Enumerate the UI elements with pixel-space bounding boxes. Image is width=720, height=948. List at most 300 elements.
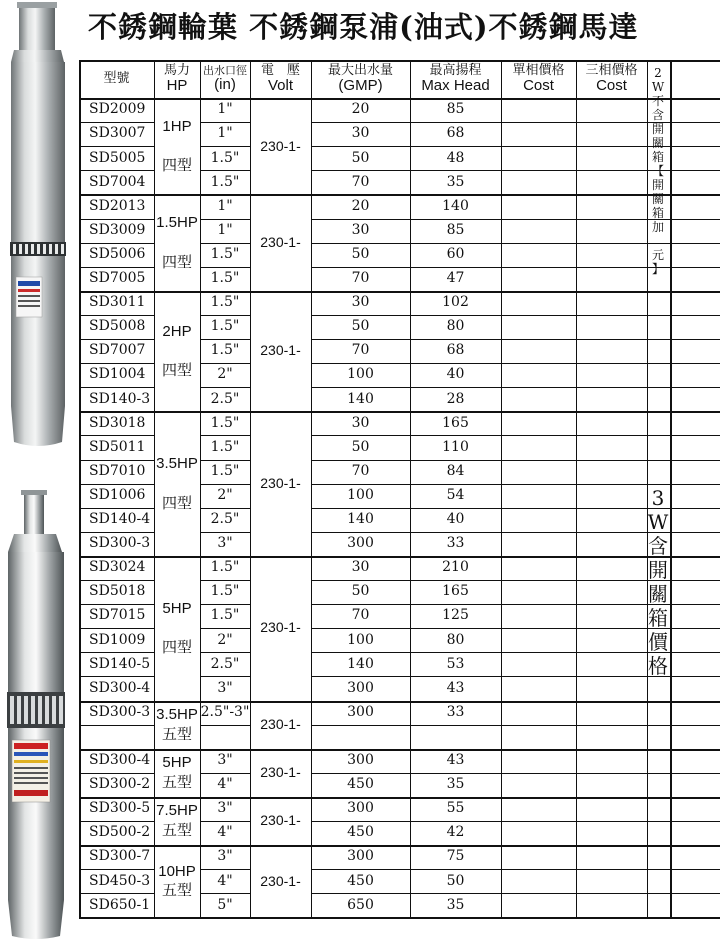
outlet-cell: 1" [217, 221, 233, 238]
head-cell: 33 [446, 703, 465, 720]
row-rule [200, 243, 250, 244]
page-title: 不銹鋼輪葉 不銹鋼泵浦(油式)不銹鋼馬達 [88, 10, 639, 44]
side-note-char: W [647, 510, 669, 534]
row-rule [311, 484, 720, 485]
outlet-cell: 2.5"-3" [200, 703, 250, 720]
volt-cell: 230-1- [260, 872, 301, 889]
flow-cell: 300 [347, 703, 374, 720]
single-phase-cost-cell [501, 387, 576, 411]
pump-type: 五型 [161, 772, 192, 791]
row-rule [200, 170, 250, 171]
hp-value: 3.5HP [156, 455, 198, 473]
table-top-rule [79, 60, 720, 62]
single-phase-cost-cell [501, 243, 576, 267]
three-phase-cost-cell [576, 556, 647, 580]
header-three [576, 60, 647, 98]
row-rule [311, 387, 720, 388]
three-phase-cost-cell [576, 315, 647, 339]
row-rule [79, 484, 154, 485]
table-bottom-rule [79, 917, 720, 919]
model-cell: SD3024 [89, 559, 146, 576]
side-note-char: W [651, 80, 665, 94]
side-note-char [652, 234, 664, 248]
outlet-cell: 3" [217, 752, 233, 769]
row-rule [200, 435, 250, 436]
side-note-char: 箱 [648, 606, 668, 630]
head-cell: 60 [446, 245, 465, 262]
row-rule [200, 363, 250, 364]
header-three-line: Cost [596, 76, 627, 94]
head-cell: 42 [446, 824, 465, 841]
flow-cell: 30 [351, 221, 370, 238]
flow-cell: 450 [347, 872, 374, 889]
column-rule [576, 60, 577, 919]
single-phase-cost-cell [501, 508, 576, 532]
group-rule [79, 749, 720, 751]
pump-type: 四型 [161, 156, 192, 175]
header-three-line: 三相價格 [585, 62, 638, 78]
row-rule [79, 532, 154, 533]
row-rule [79, 580, 154, 581]
three-phase-cost-cell [576, 725, 647, 749]
single-phase-cost-cell [501, 146, 576, 170]
side-note-char: 不 [651, 94, 664, 108]
row-rule [200, 508, 250, 509]
model-cell: SD300-4 [89, 752, 151, 769]
side-note-char: 箱 [651, 206, 664, 220]
hp-group-cell [154, 797, 200, 845]
hp-group-cell [154, 411, 200, 556]
head-cell: 47 [446, 270, 465, 287]
header-head-line: 最高揚程 [429, 62, 482, 78]
side-note-char: 】 [651, 262, 664, 276]
model-cell: SD1004 [89, 366, 146, 383]
three-phase-cost-cell [576, 484, 647, 508]
head-cell: 125 [442, 607, 469, 624]
row-rule [79, 435, 154, 436]
group-rule [79, 556, 720, 558]
model-cell: SD300-5 [89, 800, 151, 817]
row-rule [200, 725, 250, 726]
three-phase-cost-cell [576, 219, 647, 243]
column-rule [501, 60, 502, 919]
row-rule [200, 773, 250, 774]
model-cell [79, 725, 164, 749]
model-cell: SD140-4 [89, 511, 151, 528]
header-outlet-line: 出水口徑 [203, 63, 247, 77]
stainless-pump-with-motor-photo [2, 490, 72, 942]
row-rule [79, 339, 154, 340]
volt-cell: 230-1- [260, 812, 301, 829]
flow-cell: 650 [347, 896, 374, 913]
three-phase-cost-cell [576, 435, 647, 459]
head-cell [410, 725, 501, 749]
single-phase-cost-cell [501, 652, 576, 676]
flow-cell: 50 [351, 245, 370, 262]
flow-cell: 50 [351, 583, 370, 600]
group-rule [79, 194, 720, 196]
flow-cell: 140 [347, 655, 374, 672]
model-cell: SD650-1 [89, 896, 151, 913]
model-cell: SD2013 [89, 197, 146, 214]
hp-group-cell [154, 291, 200, 412]
row-rule [79, 628, 154, 629]
hp-value: 7.5HP [156, 802, 198, 820]
row-rule [311, 773, 720, 774]
single-phase-cost-cell [501, 435, 576, 459]
flow-cell: 100 [347, 366, 374, 383]
outlet-cell: 1.5" [210, 149, 240, 166]
single-phase-cost-cell [501, 797, 576, 821]
flow-cell: 140 [347, 511, 374, 528]
row-rule [200, 604, 250, 605]
volt-cell: 230-1- [260, 764, 301, 781]
head-cell: 43 [446, 752, 465, 769]
header-model [79, 60, 154, 98]
model-cell: SD3009 [89, 221, 146, 238]
flow-cell: 300 [347, 752, 374, 769]
flow-cell: 70 [351, 270, 370, 287]
model-cell: SD1009 [89, 631, 146, 648]
row-rule [79, 122, 154, 123]
group-rule [79, 291, 720, 293]
single-phase-cost-cell [501, 701, 576, 725]
three-phase-cost-cell [576, 194, 647, 218]
head-cell: 43 [446, 679, 465, 696]
row-rule [311, 435, 720, 436]
model-cell: SD2009 [89, 101, 146, 118]
hp-value: 10HP [158, 862, 196, 880]
outlet-cell: 1.5" [210, 414, 240, 431]
row-rule [311, 315, 720, 316]
flow-cell: 450 [347, 776, 374, 793]
flow-cell: 70 [351, 342, 370, 359]
model-cell: SD300-3 [89, 703, 151, 720]
row-rule [79, 315, 154, 316]
three-phase-cost-cell [576, 508, 647, 532]
hp-group-cell [154, 98, 200, 194]
model-cell: SD500-2 [89, 824, 151, 841]
single-phase-cost-cell [501, 773, 576, 797]
model-cell: SD7004 [89, 173, 146, 190]
pump-type: 五型 [161, 820, 192, 839]
single-phase-cost-cell [501, 893, 576, 917]
head-cell: 80 [446, 631, 465, 648]
row-rule [200, 122, 250, 123]
model-cell: SD450-3 [89, 872, 151, 889]
model-cell: SD5006 [89, 245, 146, 262]
head-cell: 68 [446, 125, 465, 142]
column-rule [79, 60, 81, 919]
three-phase-cost-cell [576, 797, 647, 821]
model-cell: SD3018 [89, 414, 146, 431]
side-note-char: 關 [648, 582, 668, 606]
row-rule [311, 339, 720, 340]
row-rule [200, 869, 250, 870]
group-rule [79, 411, 720, 413]
pump-type: 四型 [161, 361, 192, 380]
flow-cell: 30 [351, 414, 370, 431]
outlet-cell: 1" [217, 197, 233, 214]
row-rule [200, 676, 250, 677]
hp-group-cell [154, 194, 200, 290]
row-rule [79, 893, 154, 894]
head-cell: 68 [446, 342, 465, 359]
outlet-cell: 2" [217, 366, 233, 383]
pump-type: 四型 [161, 493, 192, 512]
three-phase-cost-cell [576, 869, 647, 893]
three-phase-cost-cell [576, 845, 647, 869]
model-cell: SD7007 [89, 342, 146, 359]
row-rule [79, 725, 154, 726]
outlet-cell: 1.5" [210, 270, 240, 287]
model-cell: SD140-3 [89, 390, 151, 407]
row-rule [311, 363, 720, 364]
head-cell: 165 [442, 414, 469, 431]
model-cell: SD140-5 [89, 655, 151, 672]
outlet-cell: 4" [217, 872, 233, 889]
outlet-cell: 2" [217, 631, 233, 648]
three-phase-cost-cell [576, 773, 647, 797]
single-phase-cost-cell [501, 194, 576, 218]
outlet-cell: 1.5" [210, 559, 240, 576]
flow-cell: 140 [347, 390, 374, 407]
outlet-cell: 1.5" [210, 462, 240, 479]
head-cell: 35 [446, 896, 465, 913]
volt-cell: 230-1- [260, 715, 301, 732]
row-rule [79, 773, 154, 774]
three-phase-cost-cell [576, 628, 647, 652]
header-hp-line: HP [166, 76, 188, 94]
model-cell: SD5005 [89, 149, 146, 166]
flow-cell: 20 [351, 101, 370, 118]
row-rule [200, 580, 250, 581]
row-rule [79, 219, 154, 220]
three-phase-cost-cell [576, 701, 647, 725]
side-note-char: 格 [648, 654, 668, 678]
volt-cell: 230-1- [260, 474, 301, 491]
group-rule [79, 797, 720, 799]
row-rule [200, 387, 250, 388]
flow-cell: 30 [351, 125, 370, 142]
pump-type: 五型 [161, 724, 192, 743]
header-flow-line: (GMP) [338, 76, 383, 94]
three-phase-cost-cell [576, 821, 647, 845]
side-note-char: 價 [648, 630, 668, 654]
head-cell: 55 [446, 800, 465, 817]
header-volt-line: Volt [267, 76, 294, 94]
hp-group-cell [154, 556, 200, 701]
side-note-char: 開 [651, 122, 664, 136]
three-phase-cost-cell [576, 532, 647, 556]
outlet-cell: 4" [217, 776, 233, 793]
hp-value: 1HP [162, 117, 192, 135]
outlet-cell: 3" [217, 535, 233, 552]
stainless-oil-pump-photo [6, 2, 72, 450]
flow-cell: 50 [351, 438, 370, 455]
three-phase-cost-cell [576, 122, 647, 146]
flow-cell [311, 725, 410, 749]
single-phase-cost-cell [501, 122, 576, 146]
row-rule [200, 315, 250, 316]
three-phase-cost-cell [576, 267, 647, 291]
head-cell: 54 [446, 486, 465, 503]
column-rule [410, 60, 411, 919]
model-cell: SD7010 [89, 462, 146, 479]
row-rule [79, 243, 154, 244]
volt-cell: 230-1- [260, 342, 301, 359]
head-cell: 28 [446, 390, 465, 407]
single-phase-cost-cell [501, 98, 576, 122]
header-outlet [200, 60, 250, 98]
outlet-cell: 3" [217, 848, 233, 865]
row-rule [79, 170, 154, 171]
head-cell: 50 [446, 872, 465, 889]
head-cell: 85 [446, 101, 465, 118]
header-hp-line: 馬力 [163, 62, 190, 78]
header-single-line: Cost [523, 76, 554, 94]
column-rule [154, 60, 155, 919]
row-rule [311, 460, 720, 461]
row-rule [200, 893, 250, 894]
head-cell: 75 [446, 848, 465, 865]
flow-cell: 70 [351, 462, 370, 479]
outlet-cell: 1.5" [210, 318, 240, 335]
flow-cell: 100 [347, 486, 374, 503]
pump-type: 四型 [161, 638, 192, 657]
hp-value: 5HP [162, 754, 192, 772]
hp-group-cell [154, 749, 200, 797]
column-rule [250, 60, 251, 919]
row-rule [200, 267, 250, 268]
side-note-char: 2 [654, 66, 662, 80]
row-rule [79, 387, 154, 388]
header-outlet-line: (in) [214, 75, 236, 93]
single-phase-cost-cell [501, 267, 576, 291]
head-cell: 80 [446, 318, 465, 335]
flow-cell: 300 [347, 535, 374, 552]
three-phase-cost-cell [576, 749, 647, 773]
pump-type: 四型 [161, 252, 192, 271]
row-rule [200, 219, 250, 220]
hp-value: 3.5HP [156, 706, 198, 724]
single-phase-cost-cell [501, 628, 576, 652]
single-phase-cost-cell [501, 821, 576, 845]
side-note-char: 加 [651, 220, 664, 234]
single-phase-cost-cell [501, 749, 576, 773]
header-single [501, 60, 576, 98]
hp-value: 5HP [162, 599, 192, 617]
head-cell: 40 [446, 366, 465, 383]
row-rule [311, 893, 720, 894]
row-rule [79, 652, 154, 653]
single-phase-cost-cell [501, 339, 576, 363]
header-flow-line: 最大出水量 [327, 62, 393, 78]
side-note-char: 關 [651, 136, 664, 150]
model-cell: SD300-3 [89, 535, 151, 552]
three-phase-cost-cell [576, 387, 647, 411]
single-phase-cost-cell [501, 460, 576, 484]
head-cell: 48 [446, 149, 465, 166]
three-phase-cost-cell [576, 460, 647, 484]
model-cell: SD7005 [89, 270, 146, 287]
single-phase-cost-cell [501, 604, 576, 628]
header-head-line: Max Head [421, 76, 490, 94]
row-rule [79, 604, 154, 605]
row-rule [200, 339, 250, 340]
outlet-cell: 2" [217, 486, 233, 503]
row-rule [79, 460, 154, 461]
flow-cell: 50 [351, 149, 370, 166]
flow-cell: 20 [351, 197, 370, 214]
row-rule [200, 460, 250, 461]
row-rule [79, 267, 154, 268]
three-phase-cost-cell [576, 411, 647, 435]
head-cell: 40 [446, 511, 465, 528]
row-rule [200, 146, 250, 147]
header-hp [154, 60, 200, 98]
outlet-cell: 1" [217, 125, 233, 142]
hp-group-cell [154, 701, 200, 749]
group-rule [79, 845, 720, 847]
outlet-cell [200, 725, 250, 749]
side-note-2w [646, 66, 670, 288]
flow-cell: 70 [351, 173, 370, 190]
outlet-cell: 2.5" [210, 390, 240, 407]
header-flow [311, 60, 410, 98]
outlet-cell: 1.5" [210, 583, 240, 600]
outlet-cell: 3" [217, 679, 233, 696]
row-rule [200, 652, 250, 653]
hp-value: 2HP [162, 322, 192, 340]
three-phase-cost-cell [576, 339, 647, 363]
three-phase-cost-cell [576, 893, 647, 917]
three-phase-cost-cell [576, 291, 647, 315]
model-cell: SD3007 [89, 125, 146, 142]
row-rule [200, 484, 250, 485]
header-volt-line: 電 壓 [260, 62, 300, 78]
header-bottom-rule [79, 98, 720, 100]
row-rule [79, 676, 154, 677]
model-cell: SD5011 [89, 438, 146, 455]
model-cell: SD5008 [89, 318, 146, 335]
side-note-char: 開 [648, 558, 668, 582]
single-phase-cost-cell [501, 676, 576, 700]
side-note-char: 箱 [651, 150, 664, 164]
three-phase-cost-cell [576, 604, 647, 628]
outlet-cell: 1" [217, 101, 233, 118]
head-cell: 53 [446, 655, 465, 672]
head-cell: 110 [442, 438, 469, 455]
hp-group-cell [154, 845, 200, 917]
flow-cell: 50 [351, 318, 370, 335]
model-cell: SD300-2 [89, 776, 151, 793]
three-phase-cost-cell [576, 243, 647, 267]
single-phase-cost-cell [501, 725, 576, 749]
head-cell: 140 [442, 197, 469, 214]
header-model-label: 型號 [103, 70, 130, 86]
model-cell: SD5018 [89, 583, 146, 600]
hp-value: 1.5HP [156, 214, 198, 232]
row-rule [311, 869, 720, 870]
outlet-cell: 1.5" [210, 245, 240, 262]
single-phase-cost-cell [501, 363, 576, 387]
flow-cell: 70 [351, 607, 370, 624]
row-rule [79, 508, 154, 509]
flow-cell: 30 [351, 294, 370, 311]
single-phase-cost-cell [501, 845, 576, 869]
side-note-char: 元 [651, 248, 664, 262]
